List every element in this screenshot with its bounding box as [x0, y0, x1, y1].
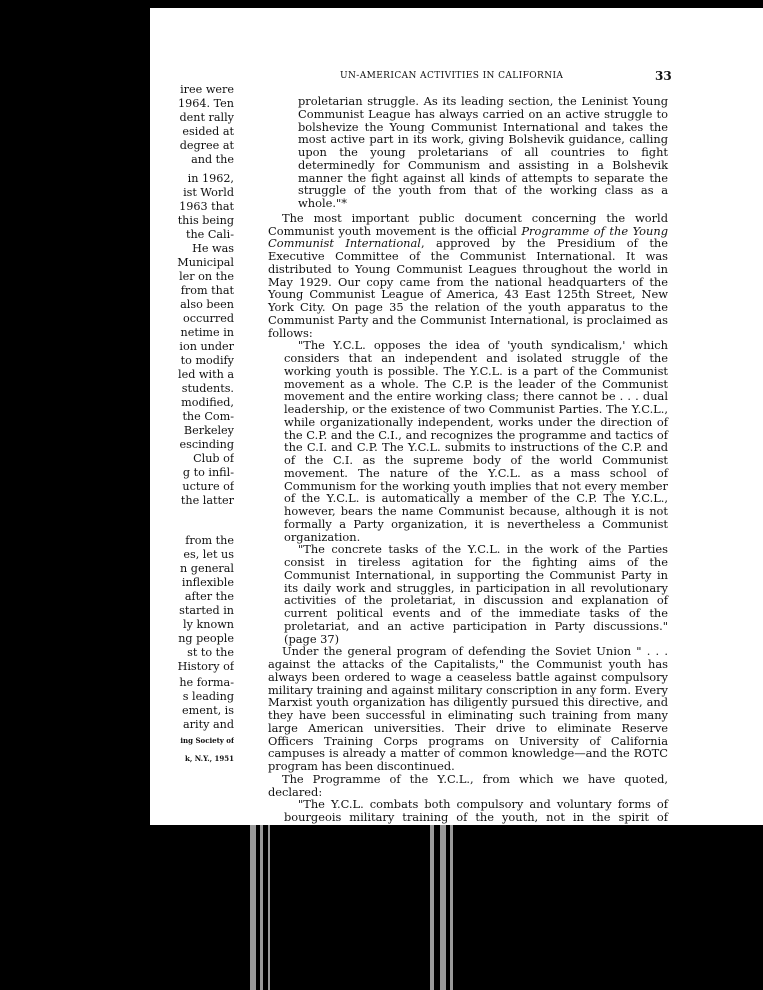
margin-fragment: k, N.Y., 1951 [185, 754, 234, 763]
scan-left-border [0, 0, 150, 990]
scan-bottom-edge [150, 825, 763, 990]
margin-fragment: also been [180, 298, 234, 311]
running-title: UN-AMERICAN ACTIVITIES IN CALIFORNIA [340, 71, 564, 81]
margin-fragment: ng people [178, 632, 234, 645]
margin-fragment: iree were [180, 83, 234, 96]
margin-fragment: he forma- [179, 676, 234, 689]
margin-fragment: and the [191, 153, 234, 166]
margin-fragment: ing Society of [180, 736, 234, 745]
margin-fragment: after the [184, 590, 234, 603]
margin-fragment: inflexible [181, 576, 234, 589]
margin-fragment: ion under [179, 340, 234, 353]
margin-fragment: 1964. Ten [177, 97, 234, 110]
margin-fragment: es, let us [183, 548, 234, 561]
previous-page-fragments [148, 0, 234, 780]
paragraph-text: , approved by the Presidium of the Executive Committee of the Communist International. It was distributed to Young Communist Leagues throughout the world in May 1929. Our copy came from the national headquarters of the Young Communist League of America, 43 East 125th Street, New York City. On page 35 the relation of the youth apparatus to the Communist Party and the Communist International, is proclaimed as follows: [268, 236, 668, 340]
margin-fragment: Berkeley [183, 424, 234, 437]
margin-fragment: n general [180, 562, 234, 575]
quote-paragraph: "The Y.C.L. combats both compulsory and voluntary forms of bourgeois military training of the youth, not in the spirit of [284, 797, 668, 824]
margin-fragment: esided at [182, 125, 234, 138]
margin-fragment: escinding [179, 438, 234, 451]
margin-fragment: arity and [182, 718, 234, 731]
margin-fragment: in 1962, [187, 172, 234, 185]
margin-fragment: started in [179, 604, 234, 617]
margin-fragment: modified, [181, 396, 234, 409]
margin-fragment: ist World [183, 186, 234, 199]
margin-fragment: from the [185, 534, 234, 547]
margin-fragment: occurred [183, 312, 234, 325]
margin-fragment: ement, is [182, 704, 234, 717]
margin-fragment: dent rally [179, 111, 234, 124]
body-paragraph [268, 212, 668, 340]
margin-fragment: ler on the [179, 270, 234, 283]
paragraph-text: The most important public document concerning the world Communist youth movement is the official [268, 210, 668, 238]
margin-fragment: students. [181, 382, 234, 395]
page-body [268, 95, 668, 853]
margin-fragment: 1963 that [179, 200, 234, 213]
margin-fragment: ly known [183, 618, 234, 631]
margin-fragment: Club of [193, 452, 234, 465]
quote-paragraph: proletarian struggle. As its leading section, the Leninist Young Communist League has always carried on an active struggle to bolshevize the Young Communist International and takes the most active part in its work, giving Bolshevik guidance, calling upon the young proletarians of all countries to fight determinedly for Communism and assisting in a Bolshevik manner the fight against all kinds of attempts to separate the struggle of the youth from that of the working class as a whole."* [298, 94, 668, 210]
body-paragraph: The Programme of the Y.C.L., from which we have quoted, declared: [268, 771, 668, 799]
margin-fragment: He was [192, 242, 234, 255]
document-title-italic: Programme of the Young Communist International [268, 223, 669, 251]
margin-fragment: s leading [182, 690, 234, 703]
margin-fragment: led with a [178, 368, 234, 381]
quote-paragraph: "The concrete tasks of the Y.C.L. in the work of the Parties consist in tireless agitation for the fighting aims of the Communist International, in supporting the Communist Party in its daily work and struggles, in participation in all revolutionary activities of the proletariat, in discussion and explanation of current political events and of the immediate tasks of the proletariat, and an active participation in Party discussions." (page 37) [284, 542, 668, 646]
margin-fragment: History of [177, 660, 234, 673]
margin-fragment: Municipal [177, 256, 234, 269]
margin-fragment: this being [177, 214, 234, 227]
margin-fragment: g to infil- [182, 466, 234, 479]
margin-fragment: the Cali- [185, 228, 234, 241]
body-paragraph: Under the general program of defending the Soviet Union " . . . against the attacks of the Capitalists," the Communist youth has always been ordered to wage a ceaseless battle against compulsory military training and against military conscription in any form. Every Marxist youth organization has diligently pursued this directive, and they have been successful in eliminating such training from many large American universities. Their drive to eliminate Reserve Officers Training Corps programs on University of California campuses is already a matter of common knowledge—and the ROTC program has been discontinued. [268, 644, 668, 773]
page-number: 33 [655, 69, 672, 83]
margin-fragment: the latter [180, 494, 234, 507]
margin-fragment: from that [180, 284, 234, 297]
margin-fragment: degree at [179, 139, 234, 152]
quote-paragraph: "The Y.C.L. opposes the idea of 'youth syndicalism,' which considers that an independent and isolated struggle of the working youth is possible. The Y.C.L. is a part of the Communist movement as a whole. The C.P. is the leader of the Communist movement and the entire working class; there cannot be . . . dual leadership, or the existence of two Communist Parties. The Y.C.L., while organizationally independent, works under the direction of the C.P. and the C.I., and recognizes the programme and tactics of the C.I. and C.P. The Y.C.L. submits to instructions of the C.P. and of the C.I. as the supreme body of the world Communist movement. The nature of the Y.C.L. as a mass school of Communism for the working youth implies that not every member of the Y.C.L. is automatically a member of the C.P. The Y.C.L., however, bears the name Communist because, although it is not formally a Party organization, it is nevertheless a Communist organization. [284, 338, 668, 544]
margin-fragment: the Com- [182, 410, 234, 423]
margin-fragment: netime in [180, 326, 234, 339]
margin-fragment: to modify [180, 354, 234, 367]
margin-fragment: ucture of [182, 480, 234, 493]
margin-fragment: st to the [187, 646, 234, 659]
